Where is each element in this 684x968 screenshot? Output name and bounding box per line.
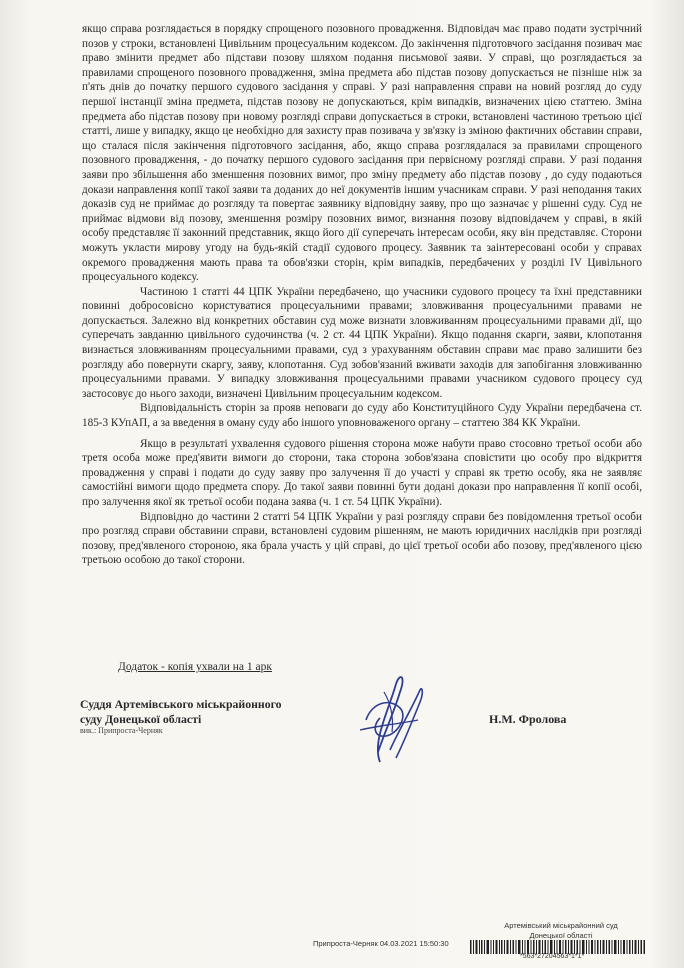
- barcode-icon: [470, 940, 645, 954]
- paragraph-4: Якщо в результаті ухвалення судового рішення сторона може набути право стосовно третьої особи або третя особа може пред'явити вимоги до сторони, така сторона зобов'язана сповістити цю особу про відкриття провадження у справі і подати до суду заяву про залучення її до участі у справі як третю особу, яка не заявляє самостійні вимоги щодо предмета спору. До такої заяви повинні бути додані докази про направлення її копії особі, про залучення якої як третьої особи подана заява (ч. 1 ст. 54 ЦПК України).: [82, 437, 642, 508]
- judge-title: [80, 697, 282, 727]
- paragraph-1: якщо справа розглядається в порядку спрощеного позовного провадження. Відповідач має право подати зустрічний позов у строки, встановлені Цивільним процесуальним кодексом. До закінчення підготовчого засідання позивач має право змінити предмет або підстави позову шляхом подання письмової заяви. У справі, що розглядається за правилами спрощеного позовного провадження, зміна предмета або підстав позову допускається не пізніше ніж за п'ять днів до початку першого судового засідання у справі. У разі направлення справи на новий розгляд до суду першої інстанції зміна предмета, підстав позову не допускаються, крім випадків, визначених цією статтею. Зміна предмета або підстав позову при новому розгляді справи допускається в строки, встановлені частиною третьою цієї статті, лише у випадку, якщо це необхідно для захисту прав позивача у зв'язку із зміною фактичних обставин справи, що сталася після закінчення підготовчого засідання, або, якщо справа розглядалася за правилами спрощеного позовного провадження, - до початку першого судового засідання при первісному розгляді справи. У разі подання заяви про збільшення або зменшення позовних вимог, про зміну предмету або підстав позову , до суду подаються докази направлення копії такої заяви та доданих до неї документів іншим учасникам справи. У разі неподання таких доказів суд не приймає до розгляду та повертає заявнику відповідну заяву, про що зазначає у рішенні суду. Суд не приймає відмови від позову, зменшення розміру позовних вимог, визнання позову відповідачем у справі, в якій особу представляє її законний представник, якщо його дії суперечать інтересам особи, яку він представляє. Сторони можуть укласти мирову угоду на будь-якій стадії судового процесу. Заявник та заінтересовані особи у справах окремого провадження мають права та обов'язки сторін, крім випадків, передбачених у розділі IV Цивільного процесуального кодексу.: [82, 23, 642, 284]
- registration-stamp-court: [486, 921, 636, 941]
- judge-title-line-2: суду Донецької області: [80, 712, 202, 726]
- attachment-note: Додаток - копія ухвали на 1 арк: [118, 661, 272, 673]
- registration-stamp-meta: Припроста-Черняк 04.03.2021 15:50:30: [313, 939, 449, 948]
- document-body: [82, 22, 642, 568]
- stamp-court-line-1: Артемівський міськрайонний суд: [504, 921, 618, 930]
- paragraph-2: Частиною 1 статті 44 ЦПК України передбачено, що учасники судового процесу та їхні представники повинні добросовісно користуватися процесуальними правами; зловживання процесуальними правами не допускається. Залежно від конкретних обставин суд може визнати зловживанням процесуальними правами дії, що суперечать завданню цивільного судочинства (ч. 2 ст. 44 ЦПК України). Якщо подання скарги, заяви, клопотання визнається зловживанням процесуальними правами, суд з урахуванням обставин справи має право залишити без розгляду або повернути скаргу, заяву, клопотання. Суд зобов'язаний вживати заходів для запобігання зловживанню процесуальними правами. У випадку зловживання процесуальними правами учасником судового процесу суд застосовує до нього заходи, визначені Цивільним процесуальним кодексом.: [82, 285, 642, 400]
- barcode-number: *563*27204563*1*1*: [520, 953, 585, 960]
- judge-name: Н.М. Фролова: [489, 712, 567, 726]
- executor-note: вик.: Припроста-Черняк: [80, 726, 163, 735]
- handwritten-signature-icon: [350, 672, 426, 768]
- judge-title-line-1: Суддя Артемівського міськрайонного: [80, 697, 282, 711]
- paragraph-5: Відповідно до частини 2 статті 54 ЦПК України у разі розгляду справи без повідомлення третьої особи про розгляд справи обставини справи, встановлені судовим рішенням, не мають юридичних наслідків при розгляді позову, пред'явленого стороною, яка брала участь у цій справі, до цієї третьої особи або позову, пред'явленого цією третьою особою до такої сторони.: [82, 510, 642, 567]
- stamp-court-line-2: Донецької області: [529, 931, 593, 940]
- paragraph-3: Відповідальність сторін за прояв неповаги до суду або Конституційного Суду України передбачена ст. 185-3 КУпАП, а за введення в оману суду або іншого уповноваженого органу – статтею 384 КК України.: [82, 402, 642, 430]
